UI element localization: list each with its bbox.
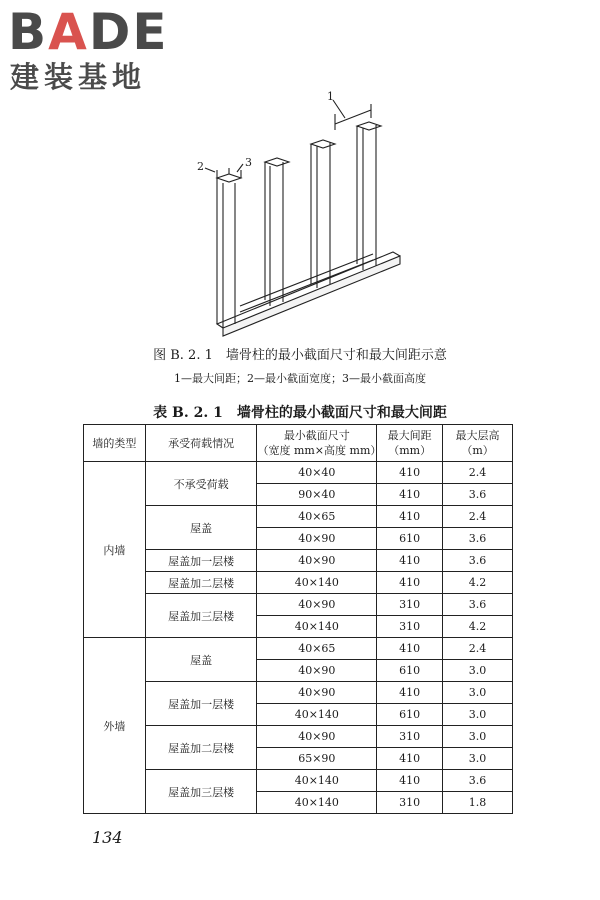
- height-cell: 3.0: [443, 682, 513, 704]
- section-cell: 40×140: [257, 704, 377, 726]
- table-row: [84, 726, 513, 748]
- load-cell: 不承受荷载: [145, 462, 257, 506]
- section-cell: 40×65: [257, 506, 377, 528]
- spacing-cell: 310: [377, 792, 443, 814]
- section-cell: 40×90: [257, 726, 377, 748]
- wall-type-cell: 外墙: [84, 638, 146, 814]
- figure-legend: 1—最大间距；2—最小截面宽度；3—最小截面高度: [174, 372, 426, 385]
- header-section: 最小截面尺寸 （宽度 mm×高度 mm）: [257, 425, 377, 462]
- spacing-cell: 410: [377, 506, 443, 528]
- table-row: [84, 572, 513, 594]
- load-cell: 屋盖: [145, 638, 257, 682]
- table-row: [84, 594, 513, 616]
- spacing-cell: 410: [377, 572, 443, 594]
- table-header-row: [84, 425, 513, 462]
- spacing-cell: 310: [377, 594, 443, 616]
- section-cell: 40×90: [257, 594, 377, 616]
- callout-1: 1: [327, 90, 334, 103]
- spacing-cell: 610: [377, 660, 443, 682]
- height-cell: 4.2: [443, 616, 513, 638]
- callout-2: 2: [197, 160, 204, 173]
- load-cell: 屋盖加二层楼: [145, 572, 257, 594]
- header-load: 承受荷载情况: [145, 425, 257, 462]
- logo-subtitle: 建装基地: [10, 60, 147, 94]
- spacing-cell: 410: [377, 462, 443, 484]
- table-body: [84, 462, 513, 814]
- logo: [8, 4, 208, 94]
- load-cell: 屋盖加三层楼: [145, 594, 257, 638]
- spacing-cell: 310: [377, 726, 443, 748]
- section-cell: 40×140: [257, 572, 377, 594]
- height-cell: 1.8: [443, 792, 513, 814]
- height-cell: 3.6: [443, 770, 513, 792]
- height-cell: 3.6: [443, 594, 513, 616]
- load-cell: 屋盖加一层楼: [145, 550, 257, 572]
- stud-table: [83, 424, 513, 814]
- table-row: [84, 770, 513, 792]
- height-cell: 4.2: [443, 572, 513, 594]
- spacing-cell: 410: [377, 748, 443, 770]
- load-cell: 屋盖加三层楼: [145, 770, 257, 814]
- spacing-cell: 410: [377, 682, 443, 704]
- figure-caption: 图 B. 2. 1 墙骨柱的最小截面尺寸和最大间距示意: [153, 348, 447, 363]
- height-cell: 3.0: [443, 704, 513, 726]
- wall-type-cell: 内墙: [84, 462, 146, 638]
- table-row: [84, 506, 513, 528]
- spacing-cell: 310: [377, 616, 443, 638]
- header-height: 最大层高 （m）: [443, 425, 513, 462]
- height-cell: 2.4: [443, 638, 513, 660]
- load-cell: 屋盖加二层楼: [145, 726, 257, 770]
- header-spacing: 最大间距 （mm）: [377, 425, 443, 462]
- spacing-cell: 610: [377, 704, 443, 726]
- spacing-cell: 410: [377, 550, 443, 572]
- height-cell: 3.0: [443, 748, 513, 770]
- table-row: [84, 638, 513, 660]
- spacing-cell: 410: [377, 484, 443, 506]
- height-cell: 3.6: [443, 484, 513, 506]
- section-cell: 65×90: [257, 748, 377, 770]
- spacing-cell: 410: [377, 770, 443, 792]
- spacing-cell: 610: [377, 528, 443, 550]
- wall-stud-figure: [195, 88, 415, 338]
- callout-3: 3: [245, 156, 252, 169]
- section-cell: 40×65: [257, 638, 377, 660]
- height-cell: 2.4: [443, 462, 513, 484]
- height-cell: 3.6: [443, 528, 513, 550]
- section-cell: 40×140: [257, 616, 377, 638]
- height-cell: 3.0: [443, 660, 513, 682]
- section-cell: 40×40: [257, 462, 377, 484]
- table-title: 表 B. 2. 1 墙骨柱的最小截面尺寸和最大间距: [153, 405, 447, 421]
- height-cell: 3.6: [443, 550, 513, 572]
- table-row: [84, 682, 513, 704]
- section-cell: 40×90: [257, 660, 377, 682]
- table-row: [84, 550, 513, 572]
- load-cell: 屋盖: [145, 506, 257, 550]
- section-cell: 40×90: [257, 550, 377, 572]
- spacing-cell: 410: [377, 638, 443, 660]
- section-cell: 40×140: [257, 792, 377, 814]
- load-cell: 屋盖加一层楼: [145, 682, 257, 726]
- table-row: [84, 462, 513, 484]
- section-cell: 40×90: [257, 528, 377, 550]
- logo-brand: BADE: [8, 3, 169, 61]
- page-number: 134: [92, 828, 123, 847]
- header-wall-type: 墙的类型: [84, 425, 146, 462]
- height-cell: 2.4: [443, 506, 513, 528]
- section-cell: 90×40: [257, 484, 377, 506]
- section-cell: 40×140: [257, 770, 377, 792]
- height-cell: 3.0: [443, 726, 513, 748]
- section-cell: 40×90: [257, 682, 377, 704]
